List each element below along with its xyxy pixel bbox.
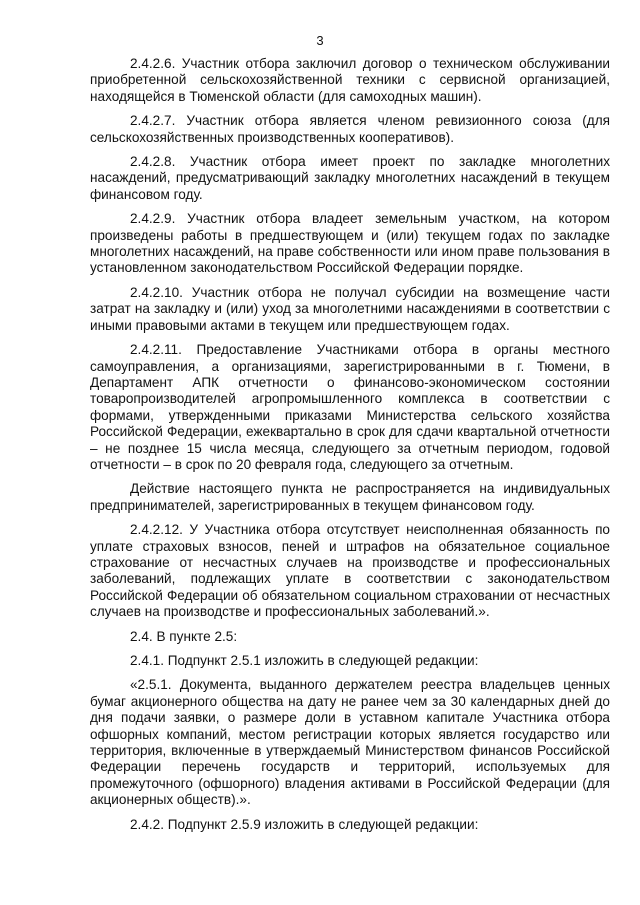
paragraph-2-4-2-11: 2.4.2.11. Предоставление Участниками отбора в органы местного самоуправления, а организациями, зарегистрированными в г. Тюмени, в Департамент АПК отчетности о финансово-экономическом состоянии товаропроизводителей агропромышленного комплекса в соответствии с формами, утвержденными приказами Министерства сельского хозяйства Российской Федерации, ежеквартально в срок для сдачи квартальной отчетности – не позднее 15 числа месяца, следующего за отчетным периодом, годовой отчетности – в срок по 20 февраля года, следующего за отчетным.: [90, 342, 610, 472]
paragraph-2-4-2-7: 2.4.2.7. Участник отбора является членом ревизионного союза (для сельскохозяйственных производственных кооперативов).: [90, 113, 610, 145]
paragraph-2-4-1-heading: 2.4.1. Подпункт 2.5.1 изложить в следующей редакции:: [130, 653, 479, 668]
paragraph-2-4-2-9: 2.4.2.9. Участник отбора владеет земельным участком, на котором произведены работы в предшествующем и (или) текущем годах по закладке многолетних насаждений, на праве собственности или ином праве пользования в установленном законодательством Российской Федерации порядке.: [90, 211, 610, 276]
paragraph-exception-note: Действие настоящего пункта не распространяется на индивидуальных предпринимателей, зарегистрированных в текущем финансовом году.: [90, 481, 610, 513]
paragraph-2-4-2-12: 2.4.2.12. У Участника отбора отсутствует неисполненная обязанность по уплате страховых взносов, пеней и штрафов на обязательное социальное страхование от несчастных случаев на производстве и профессиональных заболеваний, подлежащих уплате в соответствии с законодательством Российской Федерации об обязательном социальном страховании от несчастных случаев на производстве и профессиональных заболеваний.».: [90, 522, 610, 620]
paragraph-2-5-1-text: «2.5.1. Документа, выданного держателем реестра владельцев ценных бумаг акционерного общества на дату не ранее чем за 30 календарных дней до дня подачи заявки, о размере доли в уставном капитале Участника отбора офшорных компаний, местом регистрации которых является государство или территория, включенные в утверждаемый Министерством финансов Российской Федерации перечень государств и территорий, используемых для промежуточного (офшорного) владения активами в Российской Федерации (для акционерных обществ).».: [90, 677, 610, 808]
paragraph-2-4-2-6: 2.4.2.6. Участник отбора заключил договор о техническом обслуживании приобретенной сельскохозяйственной техники с сервисной организацией, находящейся в Тюменской области (для самоходных машин).: [90, 56, 610, 104]
paragraph-2-4-2-10: 2.4.2.10. Участник отбора не получал субсидии на возмещение части затрат на закладку и (или) уход за многолетними насаждениями в соответствии с иными правовыми актами в текущем или предшествующем годах.: [90, 284, 610, 333]
paragraph-2-4-2-8: 2.4.2.8. Участник отбора имеет проект по закладке многолетних насаждений, предусматривающий закладку многолетних насаждений в текущем финансовом году.: [90, 154, 610, 202]
paragraph-2-4-2-heading: 2.4.2. Подпункт 2.5.9 изложить в следующей редакции:: [130, 816, 479, 832]
paragraph-2-4-heading: 2.4. В пункте 2.5:: [130, 628, 238, 644]
document-body: [90, 56, 610, 841]
page-number: 3: [316, 33, 324, 48]
